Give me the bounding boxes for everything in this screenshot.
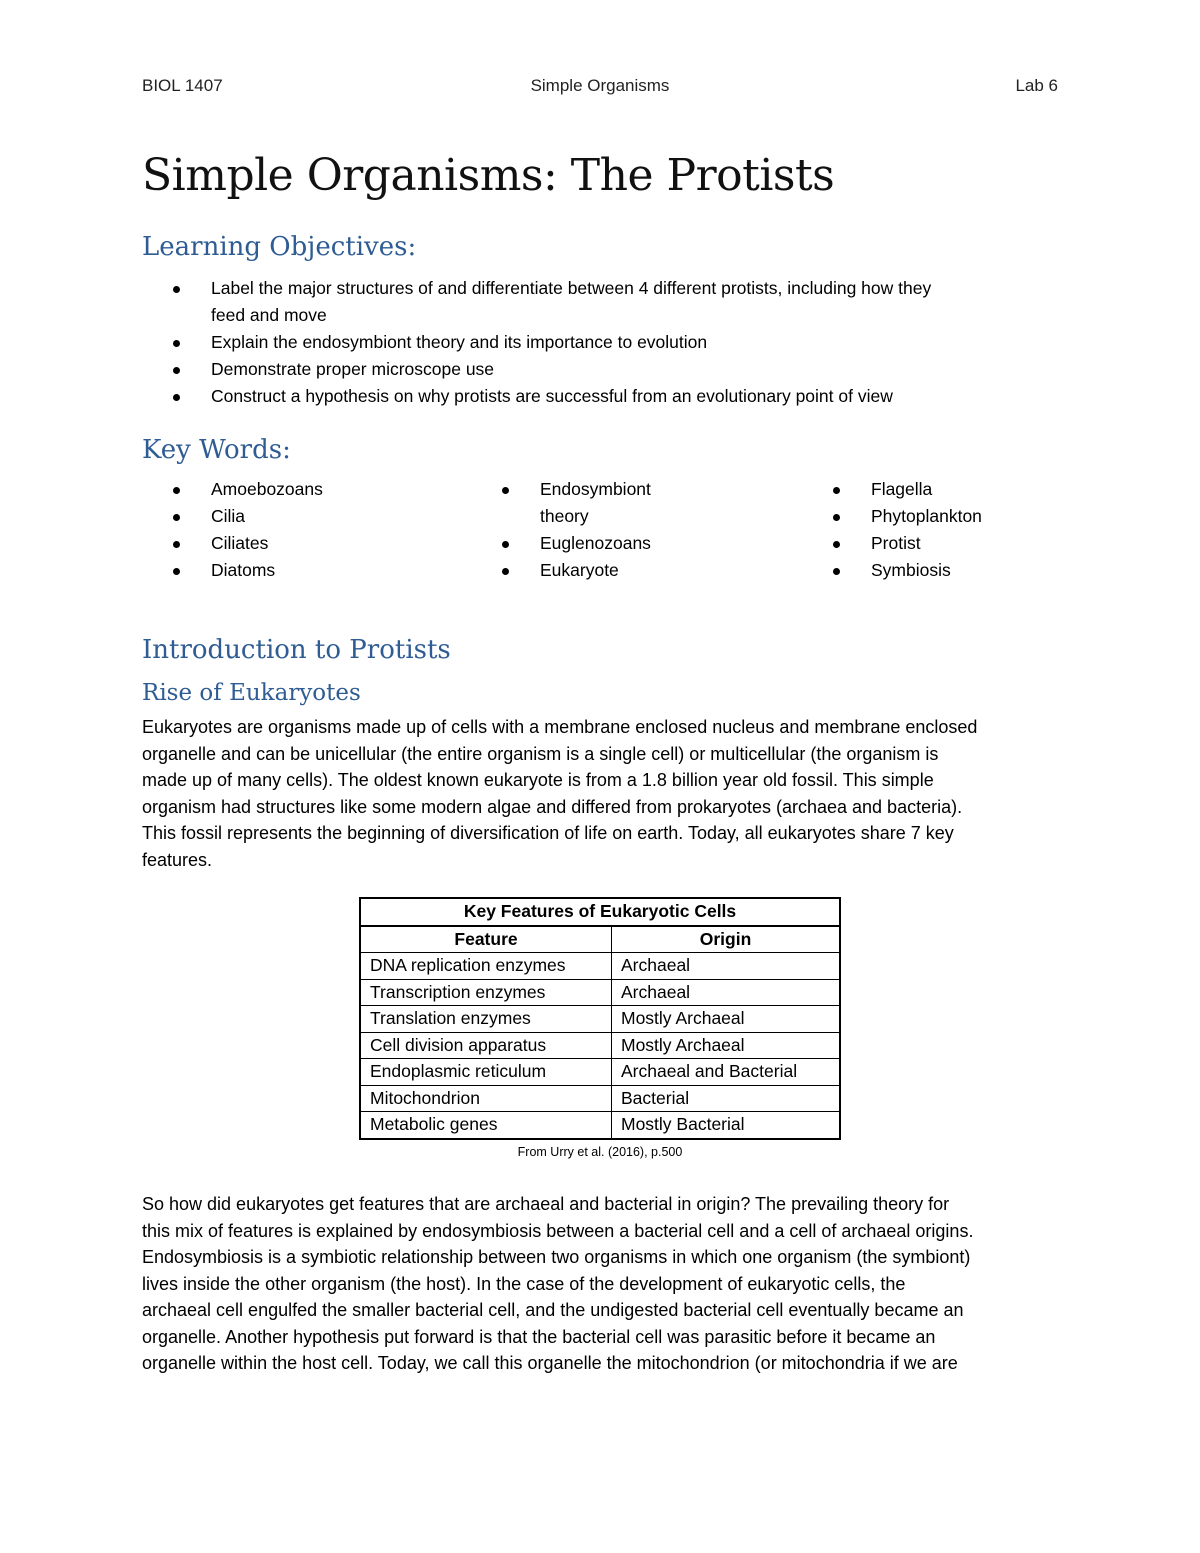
table-caption: Key Features of Eukaryotic Cells (360, 898, 840, 926)
list-item: Explain the endosymbiont theory and its importance to evolution (142, 329, 1072, 356)
table-row: Endoplasmic reticulum Archaeal and Bacterial (360, 1059, 840, 1086)
bullet-icon (173, 487, 180, 494)
bullet-icon (502, 487, 509, 494)
header-topic: Simple Organisms (530, 76, 670, 95)
key-words-heading: Key Words: (142, 435, 291, 465)
rise-of-eukaryotes-heading: Rise of Eukaryotes (142, 680, 361, 706)
table-row: DNA replication enzymes Archaeal (360, 953, 840, 980)
list-item: Protist (802, 530, 1102, 557)
key-words-column-1 (142, 476, 462, 584)
bullet-icon (173, 367, 180, 374)
list-item: Eukaryote (471, 557, 771, 584)
bullet-icon (833, 487, 840, 494)
table-row: Cell division apparatus Mostly Archaeal (360, 1032, 840, 1059)
bullet-icon (173, 514, 180, 521)
key-words-column-3 (802, 476, 1102, 584)
table-source-citation: From Urry et al. (2016), p.500 (517, 1145, 683, 1159)
list-item: Phytoplankton (802, 503, 1102, 530)
intro-paragraph: Eukaryotes are organisms made up of cells with a membrane enclosed nucleus and membrane enclosed organelle and can be unicellular (the entire organism is a single cell) or multicellular (the organism is made up of many cells). The oldest known eukaryote is from a 1.8 billion year old fossil. This simple organism had structures like some modern algae and differed from prokaryotes (archaea and bacteria). This fossil represents the beginning of diversification of life on earth. Today, all eukaryotes share 7 key features. (142, 717, 978, 870)
list-item: Label the major structures of and differentiate between 4 different protists, including how they feed and move (142, 275, 1072, 329)
table-row: Translation enzymes Mostly Archaeal (360, 1006, 840, 1033)
list-item: Demonstrate proper microscope use (142, 356, 1072, 383)
bullet-icon (502, 568, 509, 575)
list-item: Endosymbiont theory (471, 476, 771, 530)
bullet-icon (173, 286, 180, 293)
table-row: Transcription enzymes Archaeal (360, 979, 840, 1006)
eukaryotic-features-table (359, 897, 841, 1140)
list-item: Amoebozoans (142, 476, 462, 503)
bullet-icon (502, 541, 509, 548)
page-title: Simple Organisms: The Protists (142, 150, 835, 201)
endosymbiosis-paragraph: So how did eukaryotes get features that are archaeal and bacterial in origin? The prevailing theory for this mix of features is explained by endosymbiosis between a bacterial cell and a cell of archaeal origins. Endosymbiosis is a symbiotic relationship between two organisms in which one organism (the symbiont) lives inside the other organism (the host). In the case of the development of eukaryotic cells, the archaeal cell engulfed the smaller bacterial cell, and the undigested bacterial cell eventually became an organelle. Another hypothesis put forward is that the bacterial cell was parasitic before it became an organelle within the host cell. Today, we call this organelle the mitochondrion (or mitochondria if we are (142, 1194, 974, 1373)
list-item: Symbiosis (802, 557, 1102, 584)
bullet-icon (173, 394, 180, 401)
column-header-feature: Feature (360, 926, 612, 953)
intro-heading: Introduction to Protists (142, 635, 451, 665)
column-header-origin: Origin (612, 926, 841, 953)
table-row: Mitochondrion Bacterial (360, 1085, 840, 1112)
learning-objectives-heading: Learning Objectives: (142, 232, 417, 262)
list-item: Euglenozoans (471, 530, 771, 557)
list-item: Diatoms (142, 557, 462, 584)
bullet-icon (833, 514, 840, 521)
learning-objectives-list (142, 275, 1072, 410)
list-item: Ciliates (142, 530, 462, 557)
header-course-code: BIOL 1407 (142, 76, 223, 95)
bullet-icon (173, 568, 180, 575)
list-item: Construct a hypothesis on why protists are successful from an evolutionary point of view (142, 383, 1072, 410)
bullet-icon (173, 541, 180, 548)
bullet-icon (833, 541, 840, 548)
header-lab-number: Lab 6 (1015, 76, 1058, 95)
list-item: Cilia (142, 503, 462, 530)
bullet-icon (833, 568, 840, 575)
list-item: Flagella (802, 476, 1102, 503)
bullet-icon (173, 340, 180, 347)
table-row: Metabolic genes Mostly Bacterial (360, 1112, 840, 1139)
key-words-column-2 (471, 476, 771, 584)
